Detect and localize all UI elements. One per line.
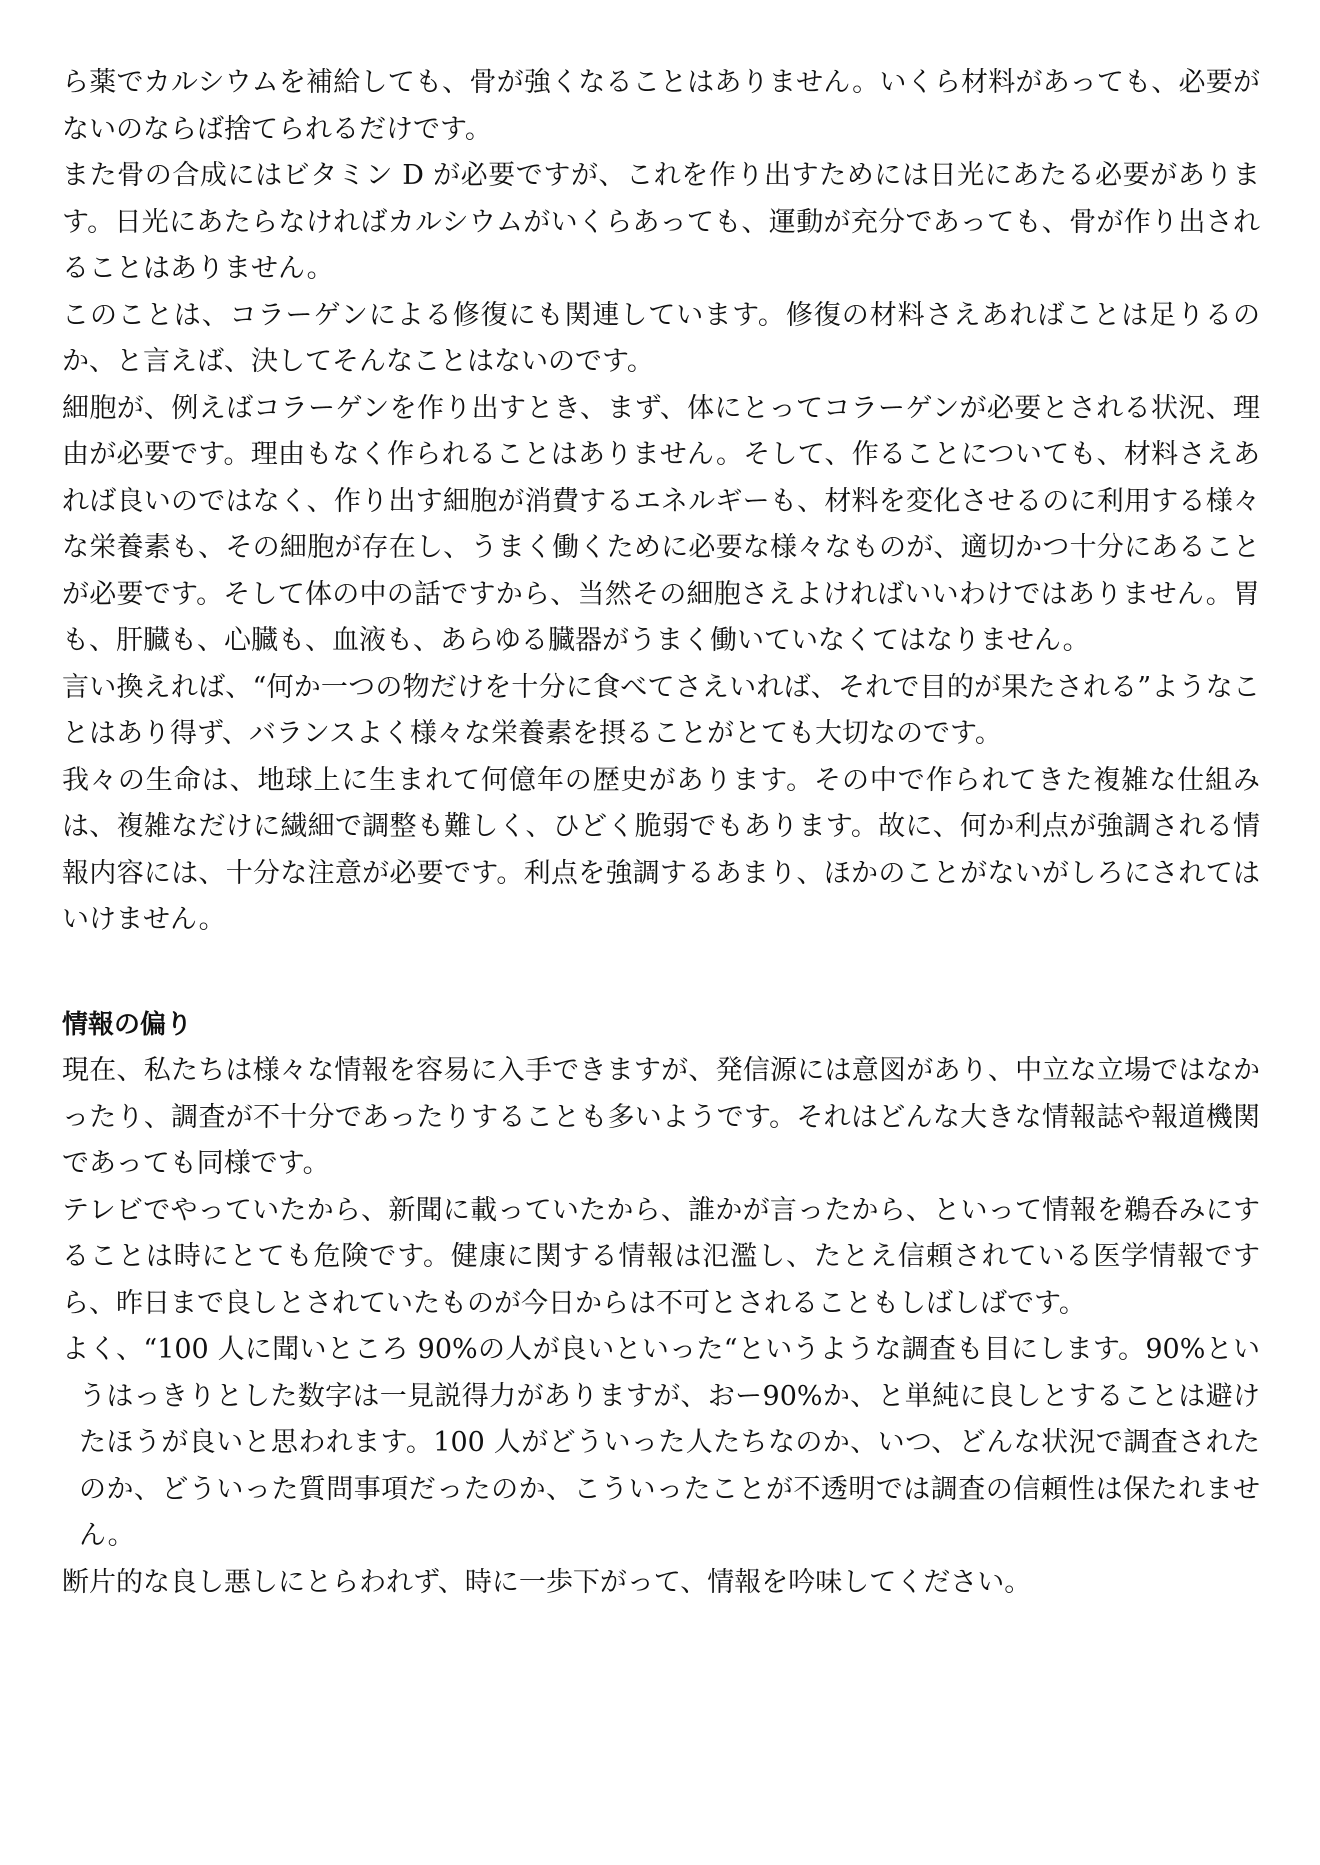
paragraph-balanced-nutrition: 言い換えれば、“何か一つの物だけを十分に食べてさえいれば、それで目的が果たされる”ようなことはあり得ず、バランスよく様々な栄養素を摂ることがとても大切なのです。 [62,671,1260,749]
paragraph-information-sources: 現在、私たちは様々な情報を容易に入手できますが、発信源には意図があり、中立な立場ではなかったり、調査が不十分であったりすることも多いようです。それはどんな大きな情報誌や報道機関であっても同様です。 [62,1055,1260,1179]
section-heading-information-bias: 情報の偏り [62,1009,193,1040]
paragraph-survey-caution: よく、“100 人に聞いところ 90%の人が良いといった“というような調査も目にします。90%というはっきりとした数字は一見説得力がありますが、おー90%か、と単純に良しとすることは避けたほうが良いと思われます。100 人がどういった人たちなのか、いつ、どんな状況で調査されたのか、どういった質問事項だったのか、こういったことが不透明では調査の信頼性は保たれません。 [62,1334,1260,1551]
paragraph-vitamin-d: また骨の合成にはビタミン D が必要ですが、これを作り出すためには日光にあたる必要があります。日光にあたらなければカルシウムがいくらあっても、運動が充分であっても、骨が作り出されることはありません。 [62,160,1260,284]
paragraph-cell-production: 細胞が、例えばコラーゲンを作り出すとき、まず、体にとってコラーゲンが必要とされる状況、理由が必要です。理由もなく作られることはありません。そして、作ることについても、材料さえあれば良いのではなく、作り出す細胞が消費するエネルギーも、材料を変化させるのに利用する様々な栄養素も、その細胞が存在し、うまく働くために必要な様々なものが、適切かつ十分にあることが必要です。そして体の中の話ですから、当然その細胞さえよければいいわけではありません。胃も、肝臓も、心臓も、血液も、あらゆる臓器がうまく働いていなくてはなりません。 [62,392,1260,656]
paragraph-calcium-supplement: ら薬でカルシウムを補給しても、骨が強くなることはありません。いくら材料があっても、必要がないのならば捨てられるだけです。 [62,67,1260,145]
paragraph-collagen-repair: このことは、コラーゲンによる修復にも関連しています。修復の材料さえあればことは足りるのか、と言えば、決してそんなことはないのです。 [62,299,1260,377]
paragraph-closing-advice: 断片的な良し悪しにとらわれず、時に一歩下がって、情報を吟味してください。 [62,1566,1032,1598]
paragraph-media-danger: テレビでやっていたから、新聞に載っていたから、誰かが言ったから、といって情報を鵜呑みにすることは時にとても危険です。健康に関する情報は氾濫し、たとえ信頼されている医学情報ですら、昨日まで良しとされていたものが今日からは不可とされることもしばしばです。 [62,1194,1260,1319]
section-spacer [62,944,1260,1002]
paragraph-life-history: 我々の生命は、地球上に生まれて何億年の歴史があります。その中で作られてきた複雑な仕組みは、複雑なだけに繊細で調整も難しく、ひどく脆弱でもあります。故に、何か利点が強調される情報内容には、十分な注意が必要です。利点を強調するあまり、ほかのことがないがしろにされてはいけません。 [62,764,1260,935]
document-page [62,60,1260,1606]
